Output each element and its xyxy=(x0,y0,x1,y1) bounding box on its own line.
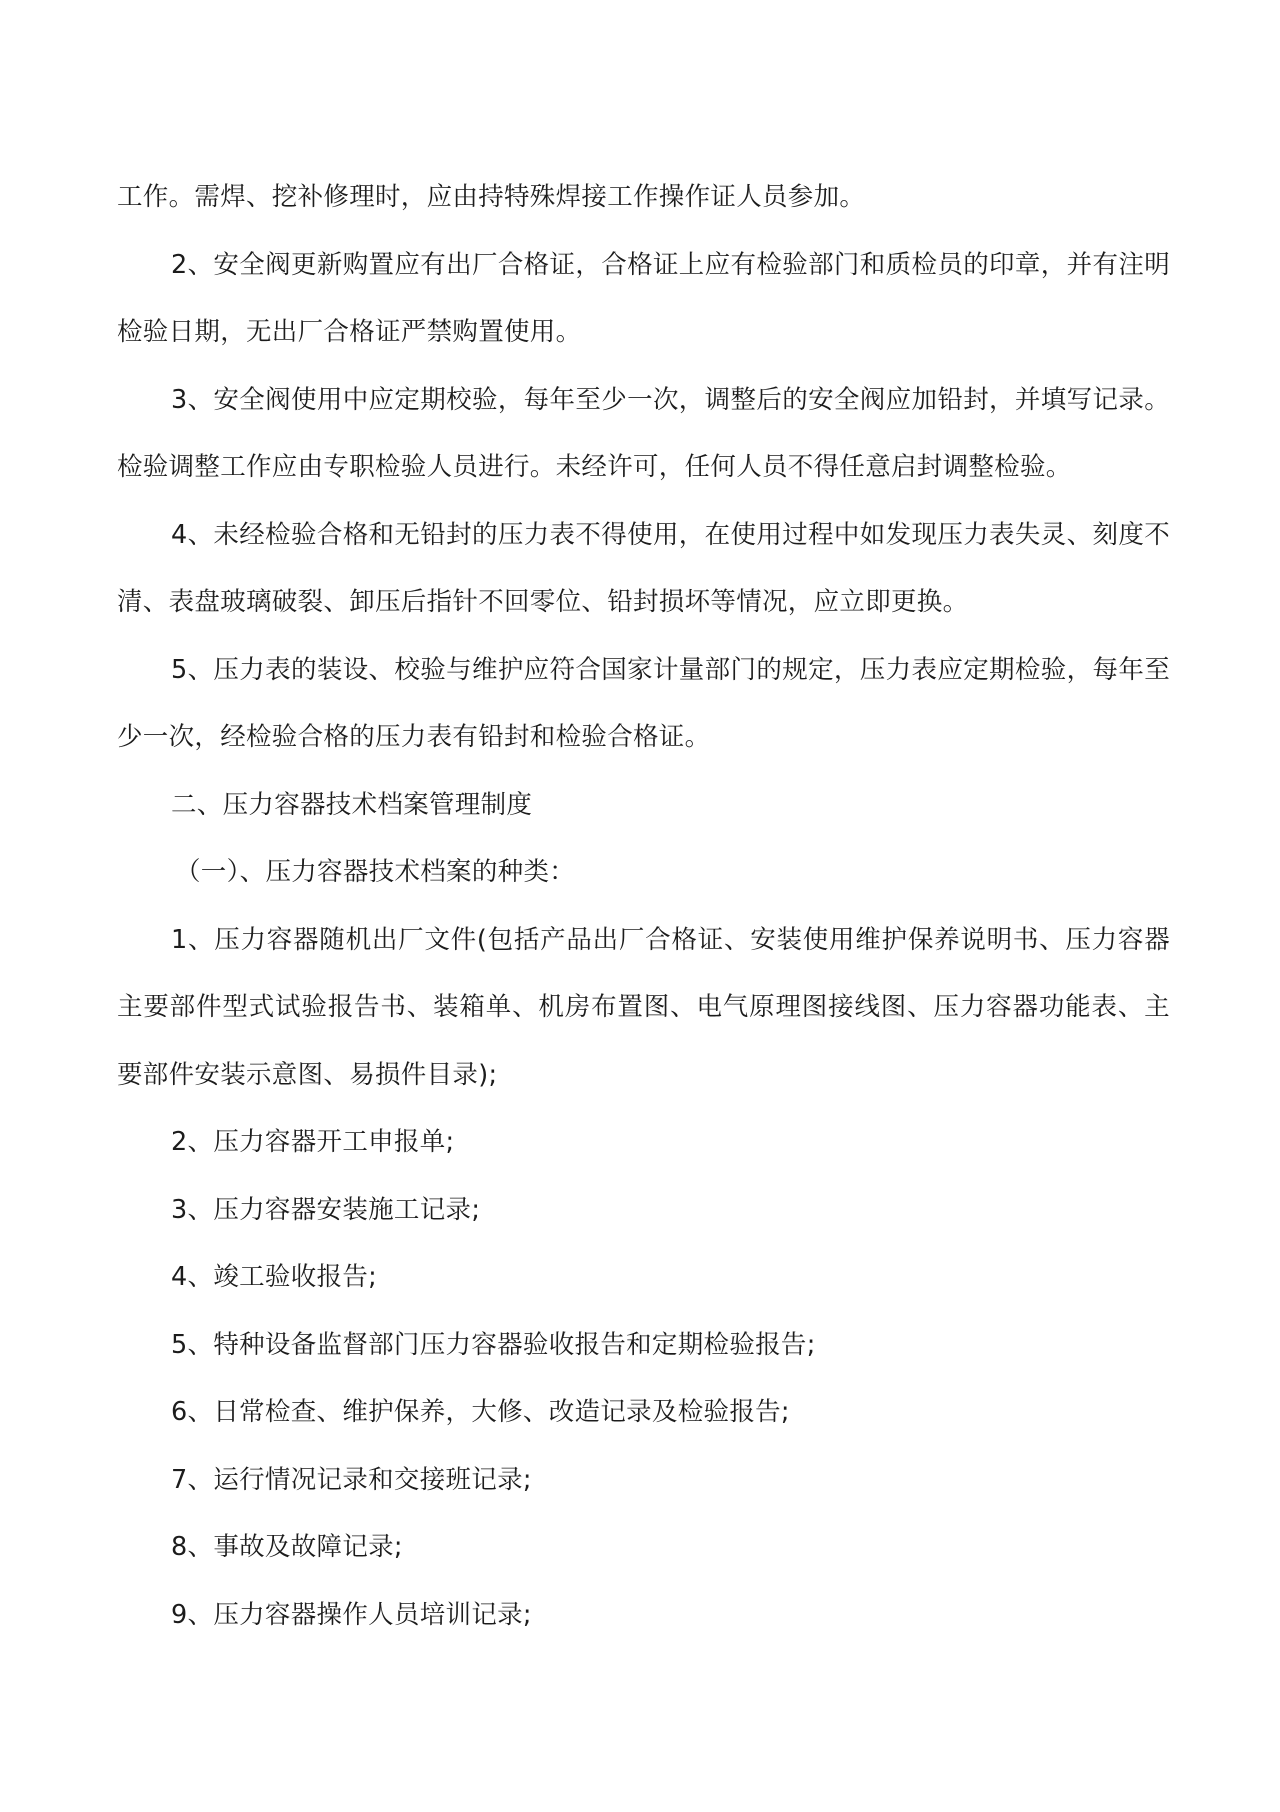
paragraph-continuation: 工作。需焊、挖补修理时，应由持特殊焊接工作操作证人员参加。 xyxy=(117,182,866,212)
list-item-6: 6、日常检查、维护保养，大修、改造记录及检验报告; xyxy=(171,1397,790,1427)
paragraph-item-5: 5、压力表的装设、校验与维护应符合国家计量部门的规定，压力表应定期检验，每年至少一次，经检验合格的压力表有铅封和检验合格证。 xyxy=(117,654,1170,752)
list-item-2: 2、压力容器开工申报单; xyxy=(171,1127,455,1157)
list-item-7: 7、运行情况记录和交接班记录; xyxy=(171,1464,532,1495)
section-heading: 二、压力容器技术档案管理制度 xyxy=(171,789,533,820)
paragraph-item-2: 2、安全阀更新购置应有出厂合格证，合格证上应有检验部门和质检员的印章，并有注明检验日期，无出厂合格证严禁购置使用。 xyxy=(117,249,1170,347)
paragraph-item-4: 4、未经检验合格和无铅封的压力表不得使用，在使用过程中如发现压力表失灵、刻度不清、表盘玻璃破裂、卸压后指针不回零位、铅封损坏等情况，应立即更换。 xyxy=(117,519,1170,617)
paragraph-item-3: 3、安全阀使用中应定期校验，每年至少一次，调整后的安全阀应加铅封，并填写记录。检验调整工作应由专职检验人员进行。未经许可，任何人员不得任意启封调整检验。 xyxy=(117,384,1170,482)
document-body xyxy=(117,164,1170,1649)
list-item-1: 1、压力容器随机出厂文件(包括产品出厂合格证、安装使用维护保养说明书、压力容器主要部件型式试验报告书、装箱单、机房布置图、电气原理图接线图、压力容器功能表、主要部件安装示意图、易损件目录); xyxy=(117,924,1170,1090)
subsection-heading: （一）、压力容器技术档案的种类： xyxy=(175,857,576,887)
list-item-8: 8、事故及故障记录; xyxy=(171,1532,403,1562)
list-item-4: 4、竣工验收报告; xyxy=(171,1262,378,1292)
list-item-3: 3、压力容器安装施工记录; xyxy=(171,1194,481,1225)
list-item-9: 9、压力容器操作人员培训记录; xyxy=(171,1599,532,1630)
list-item-5: 5、特种设备监督部门压力容器验收报告和定期检验报告; xyxy=(171,1329,816,1360)
